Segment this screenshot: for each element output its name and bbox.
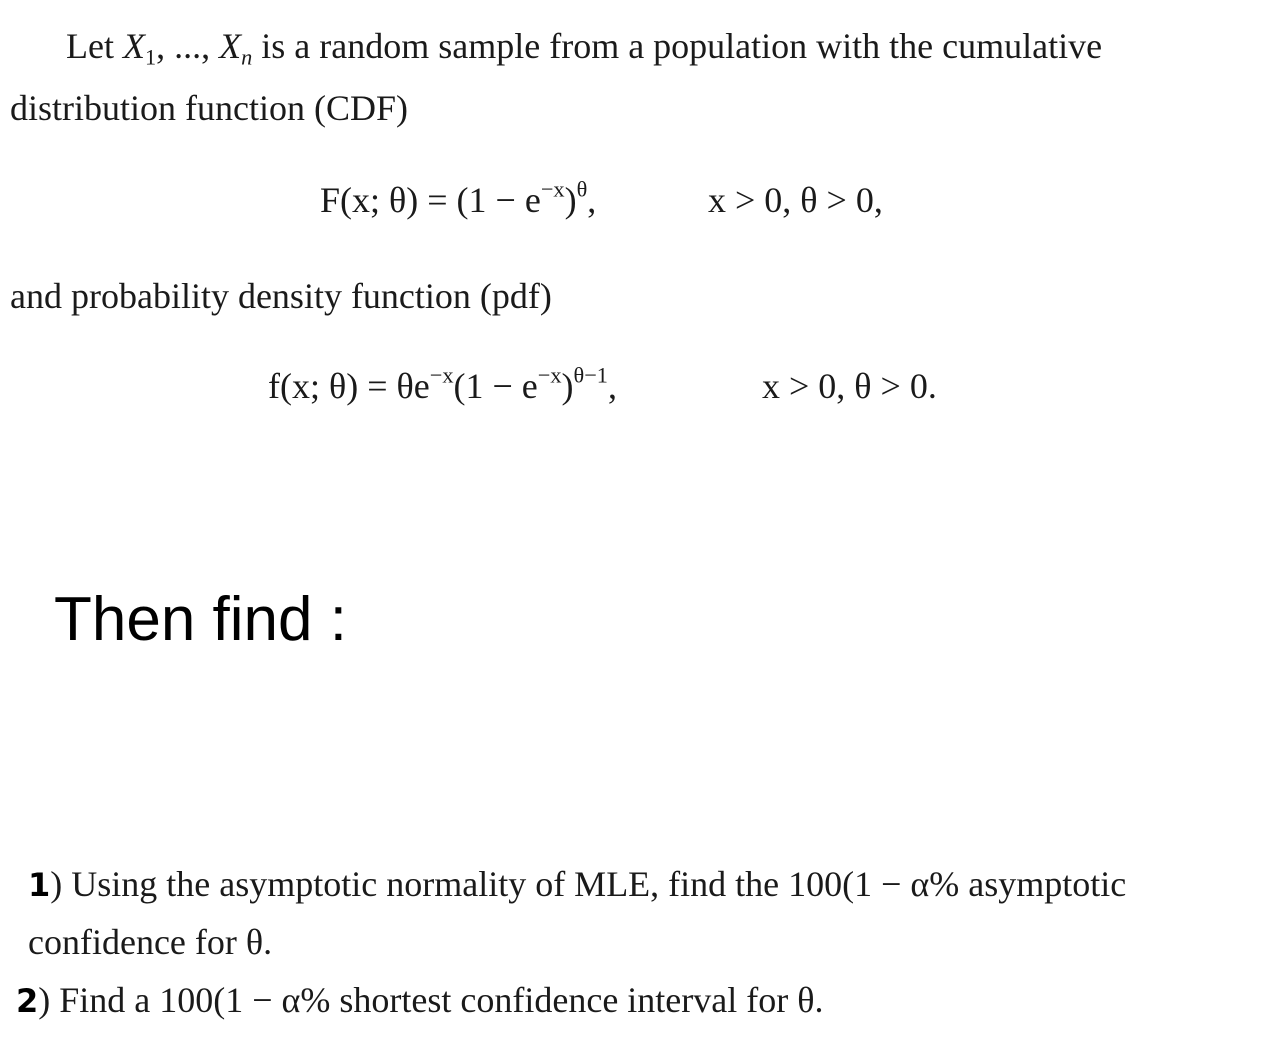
question-1-text: ) Using the asymptotic normality of MLE, find the 100(1 − α% asymptotic <box>50 864 1127 904</box>
cdf-lhs: F(x; θ) = (1 − e <box>320 180 541 220</box>
question-2-text: ) Find a 100(1 − α% shortest confidence interval for θ. <box>38 980 824 1020</box>
question-1-line1 <box>28 866 1126 902</box>
question-2-number: 2 <box>16 982 39 1020</box>
pdf-condition: x > 0, θ > 0. <box>762 366 937 406</box>
sample-notation: $X_1$, ..., $X_n$ <box>122 26 253 70</box>
question-1-number: 1 <box>28 866 51 904</box>
cdf-power: θ <box>576 176 588 202</box>
cdf-condition: x > 0, θ > 0, <box>708 180 883 220</box>
intro-text-line2: distribution function (CDF) <box>10 88 408 128</box>
pdf-exponent-2: −x <box>537 362 562 388</box>
then-find-heading: Then find : <box>54 585 347 654</box>
pdf-close: ) <box>561 366 574 406</box>
cdf-trail: , <box>587 180 597 220</box>
pdf-trail: , <box>607 366 617 406</box>
pdf-exponent-1: −x <box>429 362 454 388</box>
pdf-lhs: f(x; θ) = θe <box>268 366 430 406</box>
question-1-line2: confidence for θ. <box>28 922 273 962</box>
question-2-line <box>16 982 823 1018</box>
intro-lead: Let <box>66 26 123 66</box>
pdf-power: θ−1 <box>573 362 608 388</box>
cdf-exponent: −x <box>540 176 565 202</box>
pdf-intro-text: and probability density function (pdf) <box>10 276 552 316</box>
pdf-mid: (1 − e <box>453 366 538 406</box>
intro-text-line1 <box>66 26 1103 70</box>
intro-rest: is a random sample from a population with the cumulative <box>252 26 1103 66</box>
cdf-close: ) <box>564 180 577 220</box>
pdf-equation <box>268 362 617 406</box>
cdf-equation <box>320 176 597 220</box>
